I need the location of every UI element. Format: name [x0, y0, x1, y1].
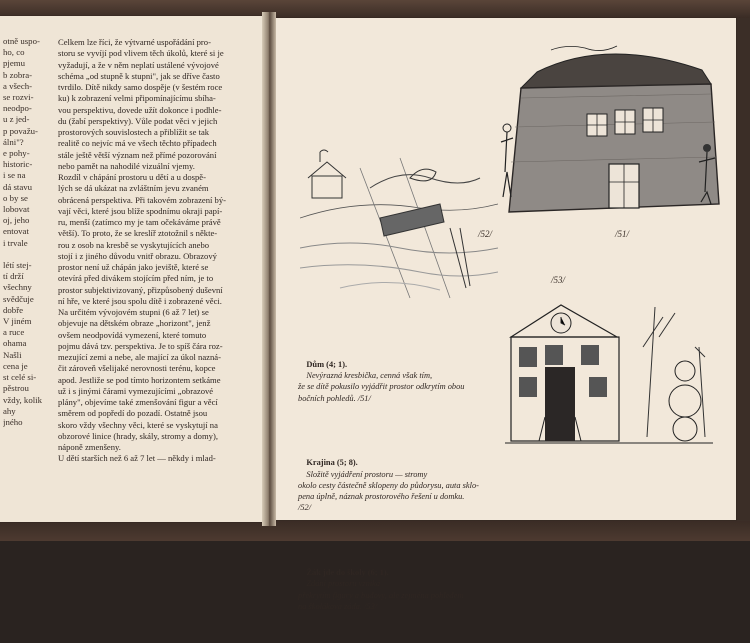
- body-text-line: ní hře, ve které jsou spolu dítě i zobrazené věci.: [58, 295, 222, 306]
- body-text-line: větší). To proto, že se kreslíř ztotožnil s někte-: [58, 228, 218, 239]
- margin-fragment-line: ahy: [3, 405, 16, 416]
- body-text-line: prostor subjektivizovaný, přizpůsobený duševní: [58, 284, 223, 295]
- margin-fragment-line: dobře: [3, 304, 24, 315]
- caption-landscape-text: Složitě vyjádření prostoru — stromy okolo cesty částečně sklopeny do půdorysu, auta sklo- pena úplně, náznak prostorového řešení u domku. /52/: [298, 469, 479, 513]
- margin-fragment-line: tí drží: [3, 271, 24, 282]
- margin-fragment-line: historic-: [3, 159, 33, 170]
- body-text-line: stojí i z jiného důvodu vnitř obrazu. Obrazový: [58, 250, 217, 261]
- body-text-line: obzorové linice (hrady, skály, stromy a domy),: [58, 430, 218, 441]
- margin-fragment-line: ho, co: [3, 47, 25, 58]
- margin-fragment-line: a ruce: [3, 327, 25, 338]
- body-text-line: Na určitém vývojovém stupni (6 až 7 let) se: [58, 307, 209, 317]
- body-text-line: směrem od popředí do pozadí. Ostatně jsou: [58, 408, 208, 419]
- body-text-line: realitě co nejvíc má ve všech těchto případech: [58, 138, 217, 149]
- margin-fragment-line: e pohy-: [3, 148, 30, 159]
- body-text-line: du (žabí perspektivy). Vůle podat věci v jejich: [58, 115, 218, 126]
- figure-school-drawing: [505, 297, 713, 447]
- body-text-line: nebo pamět na nahodilé vizuální vjemy.: [58, 160, 195, 171]
- body-text-line: prostor není už chápán jako jeviště, které se: [58, 262, 209, 272]
- body-text-line: schéma „od stupně k stupni", jak se dříve často: [58, 70, 220, 81]
- body-text-line: storu se vyvíjí pod vlivem těch úkolů, které si je: [58, 48, 224, 59]
- margin-fragment-line: vždy, kolik: [3, 394, 43, 405]
- caption-house: [298, 348, 498, 416]
- margin-fragment-line: se rozvi-: [3, 92, 34, 103]
- margin-fragment-line: i se na: [3, 170, 26, 181]
- figure-captions: [298, 325, 498, 643]
- margin-fragment-line: i trvale: [3, 237, 28, 248]
- body-text-line: prostorových souvislostech a přiblížit se tak: [58, 127, 210, 137]
- figure-landscape-drawing: [300, 148, 498, 300]
- margin-fragment-line: o by se: [3, 192, 28, 203]
- caption-school-title: Žák jde do školy (6; 1).: [306, 567, 389, 577]
- body-text-line: mezující zemi a nebe, ale mající za úkol nazná-: [58, 352, 221, 362]
- margin-fragment-line: st celé si-: [3, 372, 37, 383]
- caption-landscape: [298, 446, 498, 525]
- body-text-line: objevuje na dětském obraze „horizont", jenž: [58, 318, 211, 329]
- margin-fragment-line: pěstrou: [3, 383, 29, 394]
- figure-house-drawing: [497, 42, 725, 222]
- margin-fragment-line: jného: [3, 416, 23, 427]
- body-text-line: vají věci, které jsou blíže spodnímu okraji papí-: [58, 205, 223, 216]
- body-text-line: plány", objevíme také zmenšování figur a věcí: [58, 397, 218, 407]
- margin-fragment-line: álni"?: [3, 136, 24, 147]
- body-text-line: ku) k zobrazení velmi připomínajícímu sbíha-: [58, 93, 216, 104]
- margin-fragment-line: lobovat: [3, 204, 30, 215]
- body-text-line: skoro vždy všechny věci, které se vyskytují na: [58, 419, 218, 430]
- adjacent-page-fragments: [3, 36, 49, 436]
- caption-house-title: Dům (4; 1).: [306, 359, 348, 369]
- margin-fragment-line: pjemu: [3, 58, 25, 69]
- figure-53-label: /53/: [551, 275, 566, 285]
- body-text-line: čit zároveň všelijaké nerovnosti terénu, kopce: [58, 363, 216, 374]
- body-text-line: pojmu dává tzv. perspektiva. Je to spíš čára roz-: [58, 340, 223, 351]
- body-text-line: rou z osob na kresbě se vyskytujících anebo: [58, 239, 210, 250]
- book-gutter: [262, 12, 276, 526]
- body-text-line: stále ještě větší význam než přímé pozorování: [58, 149, 217, 160]
- body-text-line: lých se dá ukázat na zvláštním jevu zvaném: [58, 183, 209, 194]
- body-text-line: tvrdilo. Dítě nikdy samo dospěje (v šestém roce: [58, 82, 223, 92]
- margin-fragment-line: a všech-: [3, 80, 33, 91]
- margin-fragment-line: všechny: [3, 282, 32, 293]
- margin-fragment-line: svědčuje: [3, 293, 34, 304]
- margin-fragment-line: u z jed-: [3, 114, 30, 125]
- figure-51-label: /51/: [615, 229, 630, 239]
- body-text-line: obrácená perspektiva. Při takovém zobrazení bý-: [58, 194, 226, 205]
- body-text-line: U dětí starších než 6 až 7 let — někdy i mlad-: [58, 453, 216, 464]
- margin-fragment-line: ohama: [3, 338, 27, 349]
- body-text-line: ru, menší (zatímco my je tam očekáváme právě: [58, 217, 221, 227]
- caption-landscape-title: Krajina (5; 8).: [306, 458, 358, 468]
- margin-fragment-line: otně uspo-: [3, 36, 40, 46]
- body-text-line: vou perspektivu, dovede užít dokonce i podhle-: [58, 104, 222, 115]
- margin-fragment-line: entovat: [3, 226, 29, 237]
- body-text-line: Rozdíl v chápání prostoru u dětí a u dospě-: [58, 172, 206, 182]
- margin-fragment-line: cena je: [3, 360, 28, 371]
- caption-house-text: Nevýrazná kresbička, cenná však tím, že se dítě pokusilo vyjádřit prostor odkrytím obou bočních pohledů. /51/: [298, 371, 465, 403]
- figure-52-label: /52/: [478, 229, 493, 239]
- margin-fragment-line: [3, 249, 49, 260]
- caption-school-text: Zdání prostoru vzniká překrytím figury a budovy, ale zejména pohledem na školákova záda. /53/: [298, 579, 464, 611]
- margin-fragment-line: neodpo-: [3, 103, 32, 114]
- caption-school: [298, 556, 498, 624]
- margin-fragment-line: oj, jeho: [3, 215, 30, 226]
- margin-fragment-line: p považu-: [3, 125, 38, 136]
- margin-fragment-line: b zobra-: [3, 69, 33, 80]
- body-text-line: otevírá před divákem stojícím před ním, je to: [58, 273, 214, 284]
- margin-fragment-line: Našli: [3, 349, 22, 360]
- margin-fragment-line: létí stej-: [3, 260, 32, 271]
- body-text-line: Celkem lze říci, že výtvarné uspořádání pro-: [58, 37, 211, 47]
- body-text-line: náponě zmenšeny.: [58, 442, 121, 452]
- body-text-line: vyžadují, a že v něm neplatí ustálené vývojové: [58, 59, 219, 70]
- left-page-body-text: [58, 37, 258, 465]
- margin-fragment-line: V jiném: [3, 316, 32, 327]
- body-text-line: ovšem neodpovídá vymezení, které tomuto: [58, 329, 207, 340]
- body-text-line: už i s jinými čárami vymezujícími „obrazové: [58, 385, 214, 396]
- body-text-line: apod. Jestliže se pod tímto horizontem setkáme: [58, 374, 221, 385]
- margin-fragment-line: dá stavu: [3, 181, 33, 192]
